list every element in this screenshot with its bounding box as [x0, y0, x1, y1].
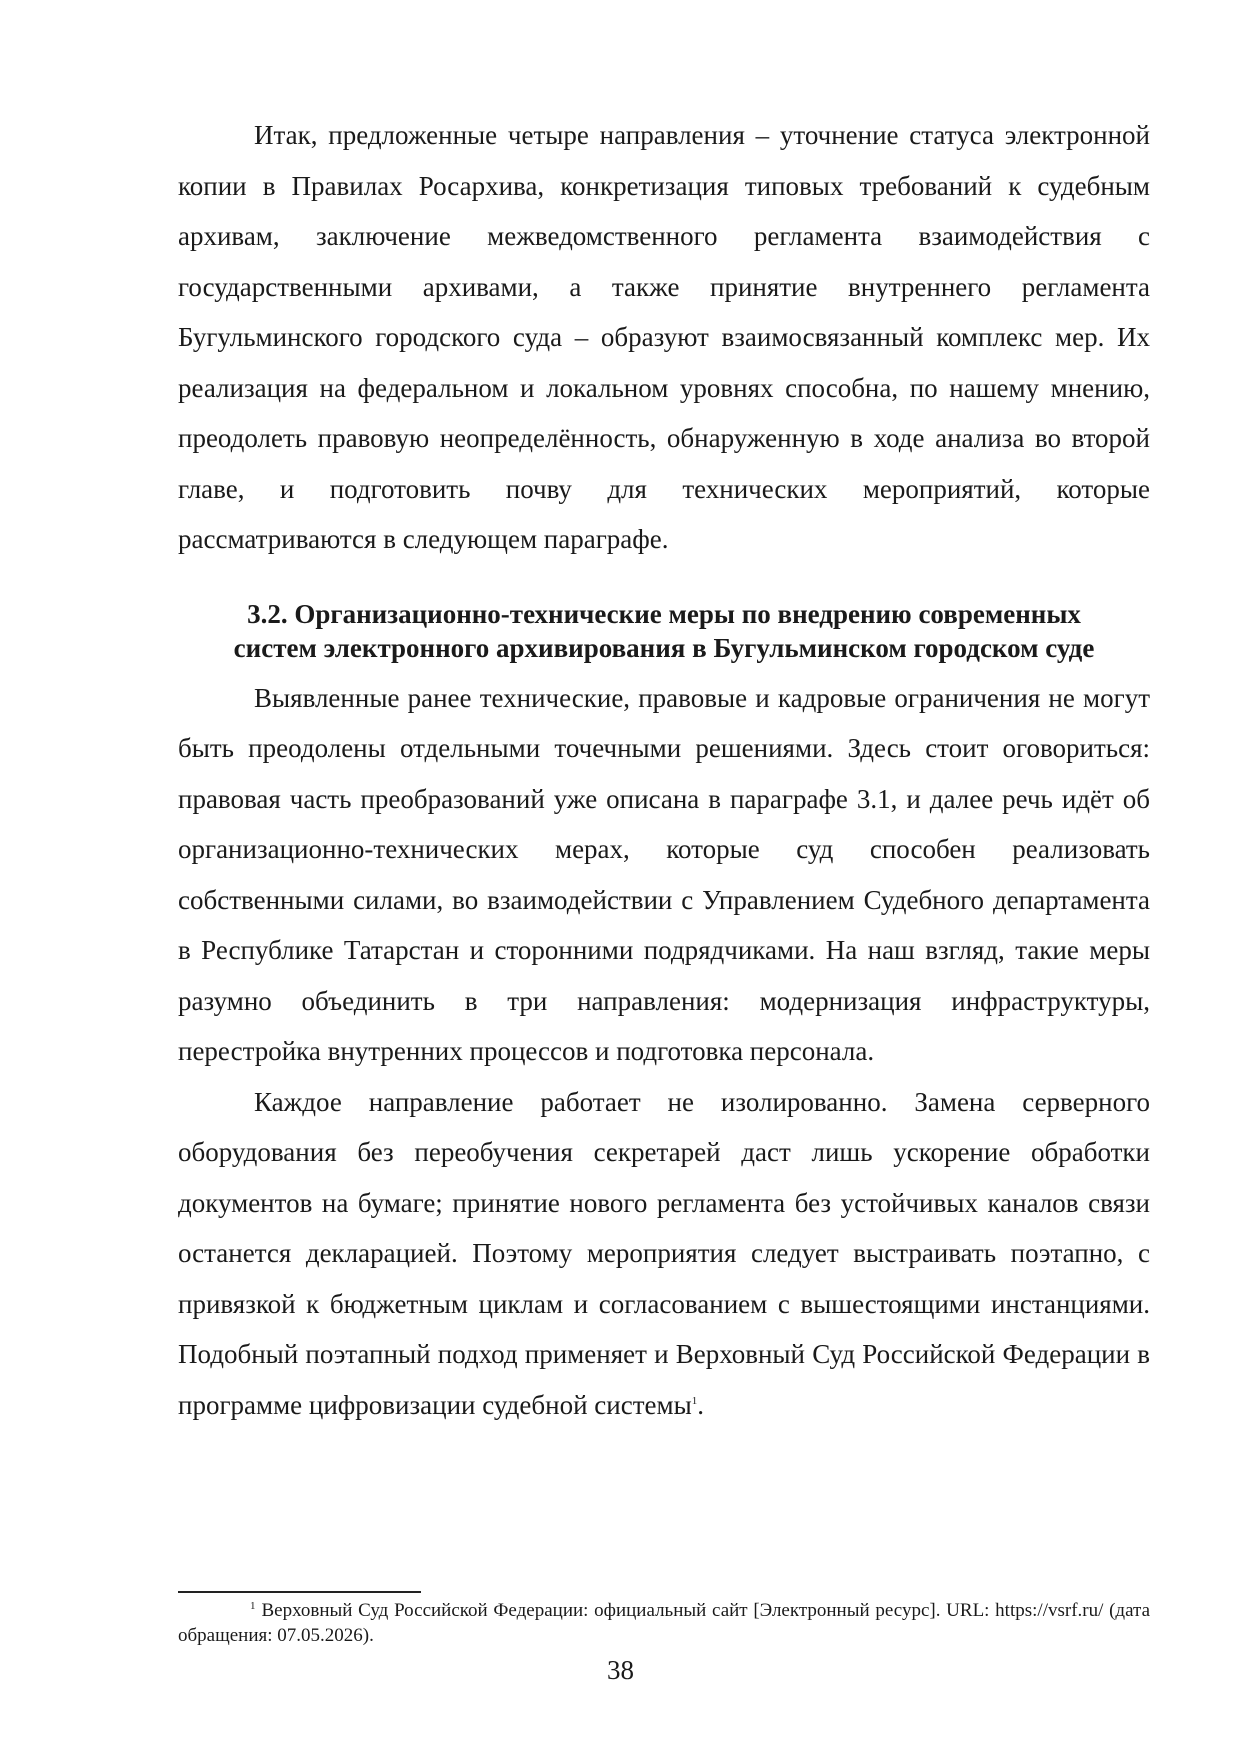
- footnote-marker: 1: [250, 1599, 256, 1612]
- paragraph-directions: [178, 1077, 1150, 1431]
- paragraph-directions-text: Каждое направление работает не изолированно. Замена серверного оборудования без переобучения секретарей даст лишь ускорение обработки документов на бумаге; принятие нового регламента без устойчивых каналов связи останется декларацией. Поэтому мероприятия следует выстраивать поэтапно, с привязкой к бюджетным циклам и согласованием с вышестоящими инстанциями. Подобный поэтапный подход применяет и Верховный Суд Российской Федерации в программе цифровизации судебной системы: [178, 1086, 1150, 1420]
- footnote: [178, 1598, 1150, 1648]
- paragraph-directions-end: .: [697, 1389, 704, 1420]
- paragraph-limitations: Выявленные ранее технические, правовые и кадровые ограничения не могут быть преодолены отдельными точечными решениями. Здесь стоит оговориться: правовая часть преобразований уже описана в параграфе 3.1, и далее речь идёт об организационно-технических мерах, которые суд способен реализовать собственными силами, во взаимодействии с Управлением Судебного департамента в Республике Татарстан и сторонними подрядчиками. На наш взгляд, такие меры разумно объединить в три направления: модернизация инфраструктуры, перестройка внутренних процессов и подготовка персонала.: [178, 682, 1150, 1066]
- section-heading: [178, 597, 1150, 665]
- paragraph-intro-summary: Итак, предложенные четыре направления – уточнение статуса электронной копии в Правилах Росархива, конкретизация типовых требований к судебным архивам, заключение межведомственного регламента взаимодействия с государственными архивами, а также принятие внутреннего регламента Бугульминского городского суда – образуют взаимосвязанный комплекс мер. Их реализация на федеральном и локальном уровнях способна, по нашему мнению, преодолеть правовую неопределённость, обнаруженную в ходе анализа во второй главе, и подготовить почву для технических мероприятий, которые рассматриваются в следующем параграфе.: [178, 120, 1150, 554]
- section-heading-line-2: систем электронного архивирования в Бугульминском городском суде: [233, 632, 1095, 663]
- footnote-reference[interactable]: 1: [691, 1394, 698, 1407]
- footnote-separator: [178, 1591, 421, 1593]
- page-body: [178, 110, 1150, 1430]
- footnote-text: Верховный Суд Российской Федерации: официальный сайт [Электронный ресурс]. URL: https://vsrf.ru/ (дата обращения: 07.05.2026).: [178, 1600, 1150, 1646]
- page-number: 38: [607, 1655, 634, 1685]
- section-heading-line-1: 3.2. Организационно-технические меры по внедрению современных: [247, 598, 1081, 629]
